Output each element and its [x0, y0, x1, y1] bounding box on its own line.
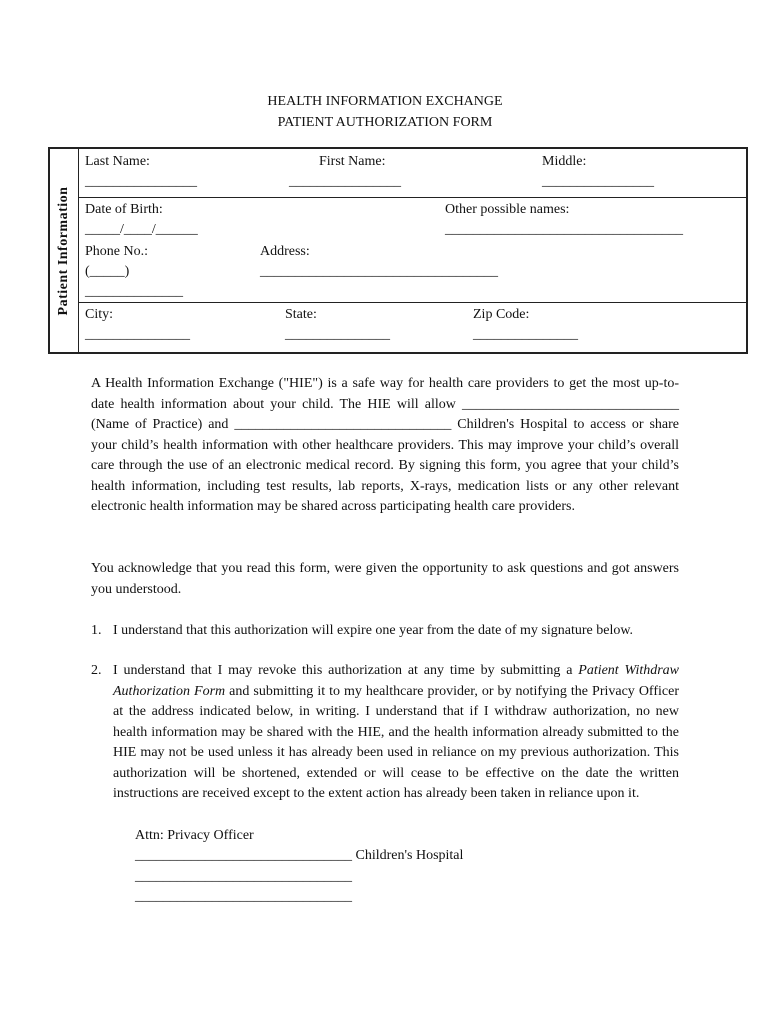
hie-description-text-a: A Health Information Exchange ("HIE") is a safe way for health care providers to get the most up-to-date health information about your child. The HIE will allow	[91, 376, 679, 412]
first-name-label: First Name:	[319, 154, 386, 169]
contact-row	[79, 240, 746, 303]
address-field[interactable]	[260, 242, 498, 282]
revocation-text-a: I understand that I may revoke this authorization at any time by submitting a	[113, 663, 579, 678]
patient-information-sidebar	[50, 149, 79, 352]
middle-name-blank: ________________	[542, 174, 654, 189]
dob-row	[79, 197, 746, 240]
list-item	[91, 621, 679, 642]
acknowledgement-paragraph: You acknowledge that you read this form, were given the opportunity to ask questions and got answers you understood.	[91, 561, 679, 597]
dob-blank: _____/____/______	[85, 222, 198, 237]
phone-field[interactable]	[85, 242, 183, 302]
hie-description-paragraph	[91, 374, 679, 518]
state-label: State:	[285, 307, 317, 322]
practice-name-blank[interactable]: _______________________________	[462, 396, 679, 412]
phone-blank: ______________	[85, 284, 183, 299]
list-item-number: 2.	[91, 663, 102, 678]
name-row	[79, 149, 746, 198]
attn-address-line-2[interactable]: _______________________________	[135, 889, 352, 904]
city-blank: _______________	[85, 327, 190, 342]
city-field[interactable]	[85, 305, 190, 345]
zip-field[interactable]	[473, 305, 578, 345]
list-item-text	[113, 661, 679, 805]
attn-hospital-blank[interactable]: _______________________________	[135, 848, 352, 863]
state-blank: _______________	[285, 327, 390, 342]
other-names-field[interactable]	[445, 200, 683, 240]
form-title-line2: PATIENT AUTHORIZATION FORM	[277, 115, 493, 130]
city-state-zip-row	[79, 302, 746, 354]
attn-hospital-label: Children's Hospital	[352, 848, 464, 863]
zip-blank: _______________	[473, 327, 578, 342]
attn-address-line-1[interactable]: _______________________________	[135, 869, 352, 884]
address-label: Address:	[260, 244, 310, 259]
middle-name-label: Middle:	[542, 154, 587, 169]
other-names-blank: __________________________________	[445, 222, 683, 237]
other-names-label: Other possible names:	[445, 202, 570, 217]
phone-label: Phone No.:	[85, 244, 148, 259]
patient-information-label: Patient Information	[56, 186, 71, 315]
withdraw-form-name: Patient Withdraw Authorization Form	[113, 663, 680, 699]
first-name-field[interactable]	[289, 152, 401, 192]
first-name-blank: ________________	[289, 174, 401, 189]
list-item-text: I understand that this authorization will expire one year from the date of my signature below.	[113, 623, 634, 638]
zip-label: Zip Code:	[473, 307, 530, 322]
dob-field[interactable]	[85, 200, 198, 240]
address-blank: __________________________________	[260, 264, 498, 279]
list-item-number: 1.	[91, 623, 102, 638]
last-name-blank: ________________	[85, 174, 197, 189]
last-name-label: Last Name:	[85, 154, 150, 169]
dob-label: Date of Birth:	[85, 202, 163, 217]
revocation-text-b: and submitting it to my healthcare provider, or by notifying the Privacy Officer at the address indicated below, in writing. I understand that if I withdraw authorization, no new health information may be shared with the HIE, and the health information already submitted to the HIE may not be used unless it has already been used in reliance on my previous authorization. This authorization will be shortened, extended or will cease to be effective on the date the written instructions are received except to the extent action has already been taken in reliance upon it.	[113, 683, 679, 801]
state-field[interactable]	[285, 305, 390, 345]
patient-information-box	[48, 147, 748, 354]
city-label: City:	[85, 307, 114, 322]
attn-privacy-officer: Attn: Privacy Officer	[135, 828, 254, 843]
list-item	[91, 661, 679, 805]
middle-name-field[interactable]	[542, 152, 654, 192]
form-title-line1: HEALTH INFORMATION EXCHANGE	[267, 94, 503, 109]
hie-description-text-b: (Name of Practice) and	[91, 417, 235, 432]
last-name-field[interactable]	[85, 152, 197, 192]
attn-hospital-line	[135, 846, 463, 867]
phone-area-code: (_____)	[85, 264, 130, 279]
hie-description-text-c: Children's Hospital to access or share your child’s health information with other healthcare providers. This may improve your child’s overall care through the use of an electronic medical record. By signing this form, you agree that your child’s health information, including test results, lab reports, X-rays, medication lists or any other relevant electronic health information may be shared across participating health care providers.	[91, 417, 679, 514]
hospital-name-blank[interactable]: _______________________________	[234, 417, 452, 432]
